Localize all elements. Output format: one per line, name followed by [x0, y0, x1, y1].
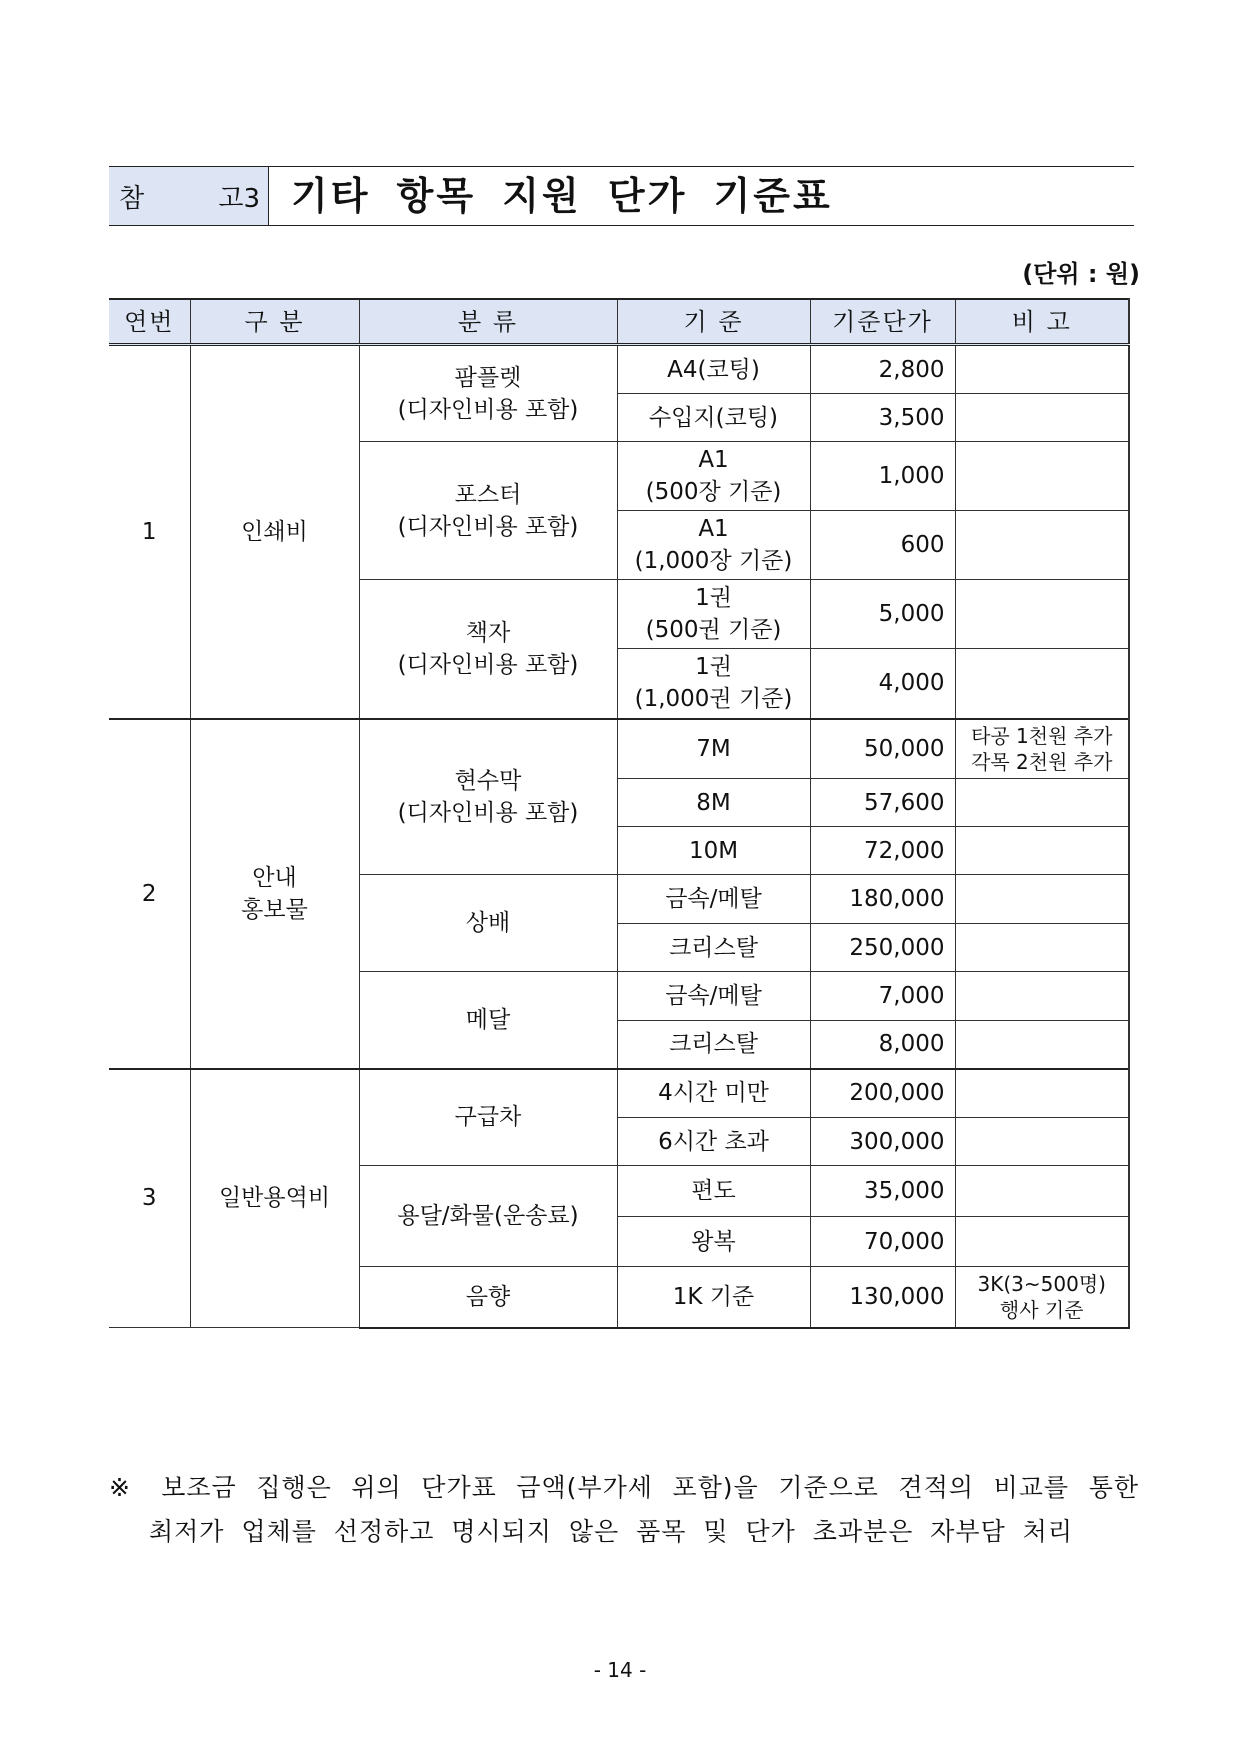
cell-standard: 1권 (1,000권 기준) — [617, 649, 810, 719]
cell-unit-price: 300,000 — [810, 1118, 955, 1166]
table-row — [109, 719, 1129, 779]
cell-note — [955, 972, 1129, 1021]
cell-note — [955, 580, 1129, 649]
title-bar — [109, 166, 1134, 226]
cell-classification: 용달/화물(운송료) — [359, 1166, 617, 1267]
cell-unit-price: 200,000 — [810, 1069, 955, 1118]
cell-unit-price: 7,000 — [810, 972, 955, 1021]
cell-unit-price: 57,600 — [810, 779, 955, 827]
cell-standard: 편도 — [617, 1166, 810, 1217]
cell-standard: A1 (500장 기준) — [617, 442, 810, 511]
cell-note — [955, 1166, 1129, 1217]
cell-unit-price: 3,500 — [810, 394, 955, 442]
table-row — [109, 1069, 1129, 1118]
page-title: 기타 항목 지원 단가 기준표 — [291, 174, 833, 218]
cell-unit-price: 180,000 — [810, 875, 955, 924]
table-body — [109, 345, 1129, 1328]
footnote-line-1: ※ 보조금 집행은 위의 단가표 금액(부가세 포함)을 기준으로 견적의 비교를 통한 — [109, 1473, 1139, 1502]
cell-standard: 크리스탈 — [617, 924, 810, 972]
cell-no: 2 — [109, 719, 190, 1069]
cell-unit-price: 250,000 — [810, 924, 955, 972]
cell-classification: 현수막 (디자인비용 포함) — [359, 719, 617, 875]
unit-label: (단위 : 원) — [1022, 260, 1140, 288]
header-category: 구 분 — [190, 299, 359, 345]
cell-standard: A4(코팅) — [617, 345, 810, 394]
cell-standard: A1 (1,000장 기준) — [617, 511, 810, 580]
cell-standard: 7M — [617, 719, 810, 779]
reference-label-right: 고3 — [218, 183, 260, 214]
cell-note — [955, 394, 1129, 442]
cell-unit-price: 72,000 — [810, 827, 955, 875]
cell-note — [955, 345, 1129, 394]
cell-unit-price: 2,800 — [810, 345, 955, 394]
cell-unit-price: 130,000 — [810, 1267, 955, 1328]
cell-unit-price: 5,000 — [810, 580, 955, 649]
cell-standard: 1권 (500권 기준) — [617, 580, 810, 649]
cell-classification: 음향 — [359, 1267, 617, 1328]
cell-standard: 크리스탈 — [617, 1021, 810, 1069]
header-standard: 기 준 — [617, 299, 810, 345]
reference-label — [109, 167, 269, 225]
table-header-row — [109, 299, 1129, 345]
cell-classification: 메달 — [359, 972, 617, 1069]
cell-note — [955, 1217, 1129, 1267]
cell-unit-price: 4,000 — [810, 649, 955, 719]
cell-note — [955, 779, 1129, 827]
cell-unit-price: 35,000 — [810, 1166, 955, 1217]
cell-standard: 10M — [617, 827, 810, 875]
table-row — [109, 345, 1129, 394]
cell-standard: 6시간 초과 — [617, 1118, 810, 1166]
cell-classification: 팜플렛 (디자인비용 포함) — [359, 345, 617, 442]
cell-standard: 1K 기준 — [617, 1267, 810, 1328]
cell-category: 일반용역비 — [190, 1069, 359, 1328]
footnote-line-2: 최저가 업체를 선정하고 명시되지 않은 품목 및 단가 초과분은 자부담 처리 — [149, 1517, 1073, 1546]
cell-note — [955, 1021, 1129, 1069]
cell-standard: 4시간 미만 — [617, 1069, 810, 1118]
cell-classification: 책자 (디자인비용 포함) — [359, 580, 617, 719]
cell-note: 3K(3~500명) 행사 기준 — [955, 1267, 1129, 1328]
cell-category: 안내 홍보물 — [190, 719, 359, 1069]
cell-standard: 수입지(코팅) — [617, 394, 810, 442]
header-classification: 분 류 — [359, 299, 617, 345]
cell-no: 3 — [109, 1069, 190, 1328]
cell-classification: 포스터 (디자인비용 포함) — [359, 442, 617, 580]
cell-classification: 상배 — [359, 875, 617, 972]
cell-note: 타공 1천원 추가 각목 2천원 추가 — [955, 719, 1129, 779]
cell-unit-price: 70,000 — [810, 1217, 955, 1267]
page-number: - 14 - — [593, 1658, 647, 1682]
cell-note — [955, 442, 1129, 511]
header-no: 연번 — [109, 299, 190, 345]
price-table — [109, 298, 1130, 1329]
header-note: 비 고 — [955, 299, 1129, 345]
cell-note — [955, 875, 1129, 924]
cell-standard: 8M — [617, 779, 810, 827]
cell-unit-price: 50,000 — [810, 719, 955, 779]
cell-unit-price: 1,000 — [810, 442, 955, 511]
cell-classification: 구급차 — [359, 1069, 617, 1166]
cell-note — [955, 511, 1129, 580]
cell-category: 인쇄비 — [190, 345, 359, 719]
header-unit-price: 기준단가 — [810, 299, 955, 345]
cell-note — [955, 649, 1129, 719]
reference-label-left: 참 — [119, 183, 145, 214]
cell-unit-price: 600 — [810, 511, 955, 580]
cell-note — [955, 924, 1129, 972]
cell-standard: 금속/메탈 — [617, 875, 810, 924]
cell-standard: 금속/메탈 — [617, 972, 810, 1021]
cell-note — [955, 1069, 1129, 1118]
cell-no: 1 — [109, 345, 190, 719]
cell-standard: 왕복 — [617, 1217, 810, 1267]
cell-note — [955, 1118, 1129, 1166]
cell-unit-price: 8,000 — [810, 1021, 955, 1069]
footnote — [109, 1466, 1139, 1554]
cell-note — [955, 827, 1129, 875]
